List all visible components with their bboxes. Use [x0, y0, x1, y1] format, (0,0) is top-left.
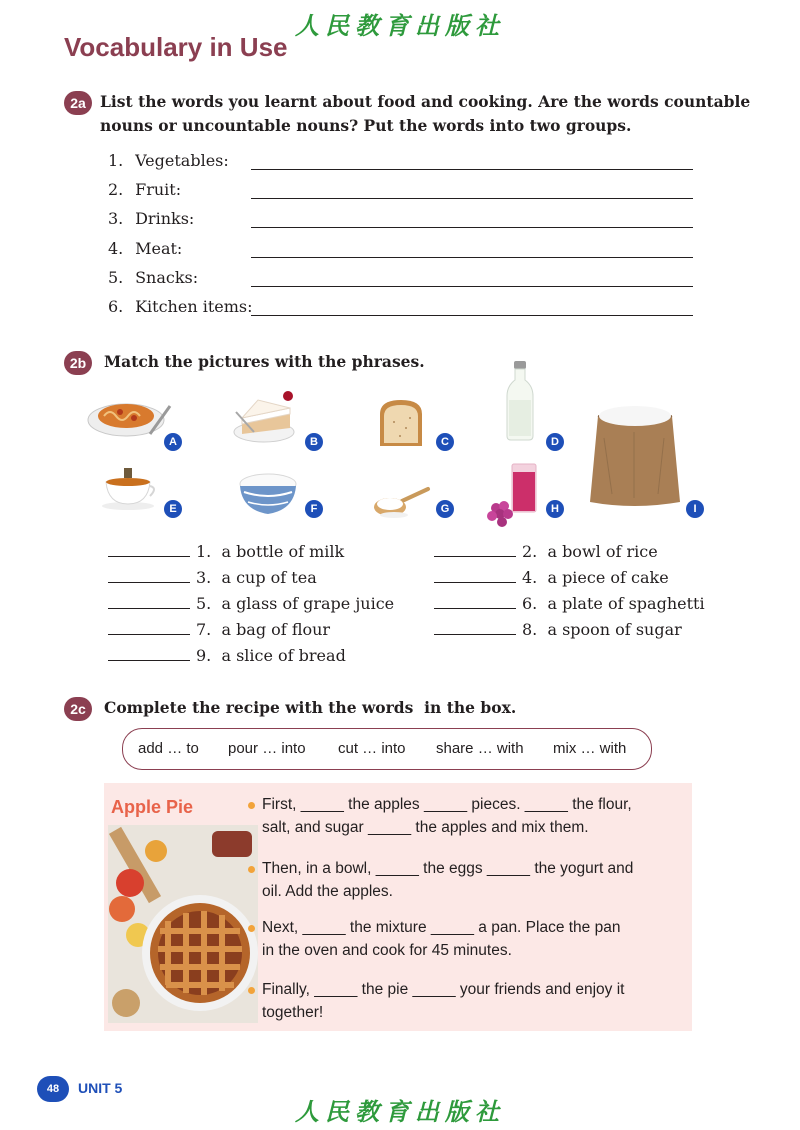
phrase-number: 9. — [196, 646, 212, 665]
recipe-step-2 — [262, 857, 682, 903]
phrase-text: a cup of tea — [221, 568, 317, 587]
vocab-row-drinks — [108, 207, 693, 231]
phrase-number: 3. — [196, 568, 212, 587]
word-box-item: cut … into — [338, 740, 406, 757]
bullet-icon — [248, 866, 255, 873]
unit-label: UNIT 5 — [78, 1080, 123, 1096]
phrase-item-3 — [108, 567, 317, 589]
sugar-spoon-icon — [372, 485, 432, 521]
publisher-mark-top: 人民教育出版社 — [295, 11, 505, 40]
vocab-row-number: 2. — [108, 180, 124, 199]
vocab-row-label: Kitchen items: — [135, 297, 253, 316]
exercise-2b-badge: 2b — [64, 351, 92, 375]
phrase-item-7 — [108, 619, 330, 641]
recipe-step-line: Next, _____ the mixture _____ a pan. Place the pan — [262, 919, 621, 936]
phrase-text: a bowl of rice — [547, 542, 658, 561]
exercise-2c-instruction: Complete the recipe with the words in the box. — [104, 698, 517, 717]
exercise-2a-instruction-line1: List the words you learnt about food and cooking. Are the words countable — [100, 92, 751, 111]
phrase-text: a piece of cake — [547, 568, 669, 587]
picture-letter-g: G — [436, 500, 454, 518]
vocab-row-number: 3. — [108, 209, 124, 228]
apple-pie-photo — [108, 825, 258, 1023]
phrase-number: 6. — [522, 594, 538, 613]
phrase-number: 4. — [522, 568, 538, 587]
answer-line[interactable] — [251, 227, 693, 228]
recipe-step-line: First, _____ the apples _____ pieces. _____ the flour, — [262, 796, 632, 813]
vocab-row-label: Meat: — [135, 239, 183, 258]
phrase-item-5 — [108, 593, 394, 615]
phrase-text: a plate of spaghetti — [547, 594, 705, 613]
answer-blank[interactable] — [108, 621, 190, 635]
vocab-row-snacks — [108, 266, 693, 290]
page-number: 48 — [37, 1076, 69, 1102]
answer-blank[interactable] — [434, 569, 516, 583]
exercise-2a-instruction-line2: nouns or uncountable nouns? Put the words into two groups. — [100, 116, 632, 135]
phrase-item-6 — [434, 593, 705, 615]
recipe-step-line: in the oven and cook for 45 minutes. — [262, 942, 512, 959]
cake-slice-icon — [228, 384, 306, 446]
answer-blank[interactable] — [434, 543, 516, 557]
picture-letter-d: D — [546, 433, 564, 451]
vocab-row-number: 6. — [108, 297, 124, 316]
answer-line[interactable] — [251, 286, 693, 287]
answer-blank[interactable] — [108, 543, 190, 557]
vocab-row-fruit — [108, 178, 693, 202]
word-box — [122, 728, 652, 770]
answer-line[interactable] — [251, 169, 693, 170]
section-title: Vocabulary in Use — [64, 32, 288, 62]
answer-line[interactable] — [251, 315, 693, 316]
phrase-item-9 — [108, 645, 346, 667]
grape-juice-glass-icon — [486, 462, 542, 528]
tea-cup-icon — [100, 466, 160, 510]
answer-blank[interactable] — [108, 647, 190, 661]
bullet-icon — [248, 802, 255, 809]
phrase-item-2 — [434, 541, 658, 563]
recipe-panel — [104, 783, 692, 1031]
recipe-step-4 — [262, 978, 682, 1024]
exercise-2c-badge: 2c — [64, 697, 92, 721]
picture-letter-h: H — [546, 500, 564, 518]
picture-letter-c: C — [436, 433, 454, 451]
vocab-row-number: 4. — [108, 239, 124, 258]
phrase-text: a bag of flour — [221, 620, 331, 639]
recipe-step-line: together! — [262, 1004, 324, 1021]
recipe-title: Apple Pie — [111, 797, 194, 817]
phrase-text: a spoon of sugar — [547, 620, 682, 639]
exercise-2a-badge: 2a — [64, 91, 92, 115]
vocab-row-number: 5. — [108, 268, 124, 287]
phrase-text: a bottle of milk — [221, 542, 345, 561]
vocab-row-meat — [108, 237, 693, 261]
phrase-number: 8. — [522, 620, 538, 639]
recipe-step-line: Finally, _____ the pie _____ your friends and enjoy it — [262, 981, 625, 998]
word-box-item: mix … with — [553, 740, 627, 757]
vocab-row-vegetables — [108, 149, 693, 173]
picture-letter-f: F — [305, 500, 323, 518]
vocab-row-label: Drinks: — [135, 209, 195, 228]
phrase-item-4 — [434, 567, 669, 589]
picture-letter-b: B — [305, 433, 323, 451]
publisher-mark-bottom: 人民教育出版社 — [295, 1097, 505, 1126]
spaghetti-plate-icon — [86, 392, 176, 440]
answer-line[interactable] — [251, 257, 693, 258]
word-box-item: pour … into — [228, 740, 306, 757]
picture-letter-a: A — [164, 433, 182, 451]
bullet-icon — [248, 987, 255, 994]
word-box-item: share … with — [436, 740, 524, 757]
phrase-text: a glass of grape juice — [221, 594, 395, 613]
vocab-row-label: Fruit: — [135, 180, 182, 199]
exercise-2b-instruction: Match the pictures with the phrases. — [104, 352, 425, 371]
vocab-row-number: 1. — [108, 151, 124, 170]
answer-blank[interactable] — [108, 595, 190, 609]
picture-letter-e: E — [164, 500, 182, 518]
vocab-row-kitchen-items — [108, 295, 693, 319]
recipe-step-3 — [262, 916, 682, 962]
answer-line[interactable] — [251, 198, 693, 199]
phrase-number: 2. — [522, 542, 538, 561]
vocab-row-label: Vegetables: — [135, 151, 229, 170]
answer-blank[interactable] — [434, 621, 516, 635]
answer-blank[interactable] — [108, 569, 190, 583]
answer-blank[interactable] — [434, 595, 516, 609]
recipe-step-line: Then, in a bowl, _____ the eggs _____ the yogurt and — [262, 860, 634, 877]
phrase-number: 7. — [196, 620, 212, 639]
vocab-row-label: Snacks: — [135, 268, 199, 287]
phrase-number: 5. — [196, 594, 212, 613]
phrase-item-1 — [108, 541, 344, 563]
phrase-item-8 — [434, 619, 682, 641]
bread-slice-icon — [374, 398, 428, 450]
recipe-step-line: salt, and sugar _____ the apples and mix them. — [262, 819, 589, 836]
recipe-step-line: oil. Add the apples. — [262, 883, 393, 900]
word-box-item: add … to — [138, 740, 199, 757]
flour-bag-icon — [584, 398, 686, 510]
phrase-number: 1. — [196, 542, 212, 561]
bullet-icon — [248, 925, 255, 932]
rice-bowl-icon — [238, 470, 298, 518]
picture-letter-i: I — [686, 500, 704, 518]
recipe-step-1 — [262, 793, 682, 839]
milk-bottle-icon — [505, 360, 535, 442]
phrase-text: a slice of bread — [221, 646, 346, 665]
